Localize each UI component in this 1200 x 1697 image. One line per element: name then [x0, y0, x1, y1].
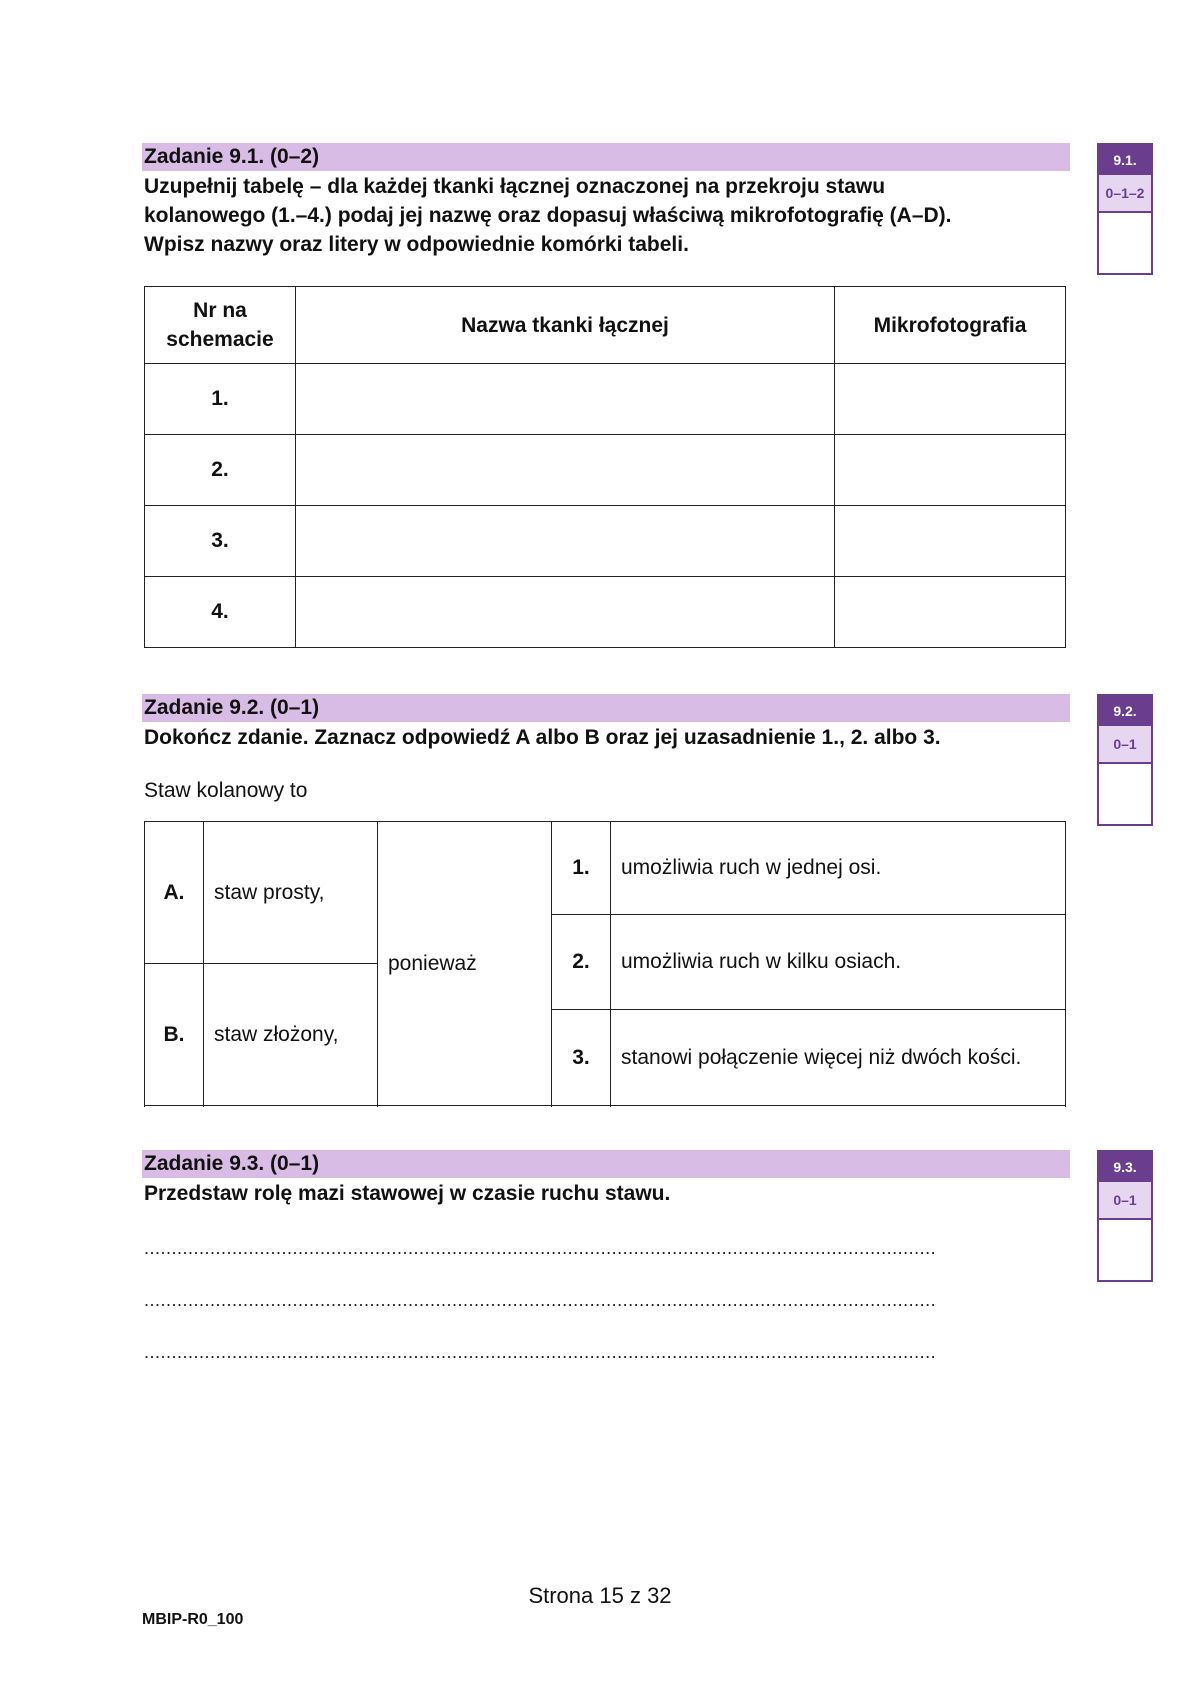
header-scheme-number	[145, 287, 296, 364]
score-box-points: 0–1	[1099, 1182, 1151, 1220]
task-9-2-instruction: Dokończ zdanie. Zaznacz odpowiedź A albo B oraz jej uzasadnienie 1., 2. albo 3.	[144, 726, 941, 749]
reason-2-text[interactable]: umożliwia ruch w kilku osiach.	[611, 915, 1066, 1010]
connector-text: ponieważ	[378, 822, 552, 1106]
score-box-id: 9.2.	[1099, 696, 1151, 726]
task-9-2-header: Zadanie 9.2. (0–1)	[142, 694, 1070, 722]
option-a-letter[interactable]: A.	[145, 822, 204, 964]
connective-tissue-table	[144, 286, 1066, 648]
microphoto-cell[interactable]	[835, 364, 1066, 435]
header-microphoto: Mikrofotografia	[835, 287, 1066, 364]
score-entry-field[interactable]	[1099, 764, 1151, 824]
score-box-points: 0–1–2	[1099, 175, 1151, 213]
score-box-9-1	[1097, 143, 1153, 275]
reason-3-number[interactable]: 3.	[552, 1010, 611, 1106]
page-number: Strona 15 z 32	[528, 1583, 672, 1608]
microphoto-cell[interactable]	[835, 506, 1066, 577]
task-9-3-instruction: Przedstaw rolę mazi stawowej w czasie ruchu stawu.	[144, 1182, 671, 1205]
table-row	[145, 364, 1066, 435]
table-row	[145, 506, 1066, 577]
reason-3-text[interactable]: stanowi połączenie więcej niż dwóch kości.	[611, 1010, 1066, 1106]
option-a-text[interactable]: staw prosty,	[204, 822, 378, 964]
table-row	[145, 435, 1066, 506]
task-9-1-instruction	[144, 172, 1064, 259]
tissue-name-cell[interactable]	[296, 506, 835, 577]
answer-line[interactable]: ................................................................................................................................................	[144, 1238, 937, 1258]
tissue-name-cell[interactable]	[296, 577, 835, 648]
reason-1-text[interactable]: umożliwia ruch w jednej osi.	[611, 822, 1066, 915]
task-9-2-stem: Staw kolanowy to	[144, 779, 308, 802]
microphoto-cell[interactable]	[835, 577, 1066, 648]
row-number: 3.	[145, 506, 296, 577]
task-9-1-header: Zadanie 9.1. (0–2)	[142, 143, 1070, 171]
score-box-9-2	[1097, 694, 1153, 826]
score-box-9-3	[1097, 1150, 1153, 1282]
row-number: 1.	[145, 364, 296, 435]
score-box-points: 0–1	[1099, 726, 1151, 764]
score-box-id: 9.1.	[1099, 145, 1151, 175]
row-number: 4.	[145, 577, 296, 648]
instruction-line: Uzupełnij tabelę – dla każdej tkanki łącznej oznaczonej na przekroju stawu	[144, 175, 886, 198]
reason-2-number[interactable]: 2.	[552, 915, 611, 1010]
answer-choice-table	[144, 821, 1066, 1106]
task-9-3-header: Zadanie 9.3. (0–1)	[142, 1150, 1070, 1178]
score-box-id: 9.3.	[1099, 1152, 1151, 1182]
score-entry-field[interactable]	[1099, 213, 1151, 273]
row-number: 2.	[145, 435, 296, 506]
tissue-name-cell[interactable]	[296, 435, 835, 506]
header-tissue-name: Nazwa tkanki łącznej	[296, 287, 835, 364]
score-entry-field[interactable]	[1099, 1220, 1151, 1280]
answer-line[interactable]: ................................................................................................................................................	[144, 1290, 937, 1310]
tissue-name-cell[interactable]	[296, 364, 835, 435]
document-code: MBIP-R0_100	[142, 1611, 244, 1628]
instruction-line: Wpisz nazwy oraz litery w odpowiednie komórki tabeli.	[144, 233, 689, 256]
answer-line[interactable]: ................................................................................................................................................	[144, 1342, 937, 1362]
header-text: schemacie	[166, 328, 274, 351]
reason-1-number[interactable]: 1.	[552, 822, 611, 915]
table-row	[145, 577, 1066, 648]
instruction-line: kolanowego (1.–4.) podaj jej nazwę oraz dopasuj właściwą mikrofotografię (A–D).	[144, 204, 952, 227]
header-text: Nr na	[193, 299, 247, 322]
option-b-letter[interactable]: B.	[145, 964, 204, 1106]
microphoto-cell[interactable]	[835, 435, 1066, 506]
option-b-text[interactable]: staw złożony,	[204, 964, 378, 1106]
